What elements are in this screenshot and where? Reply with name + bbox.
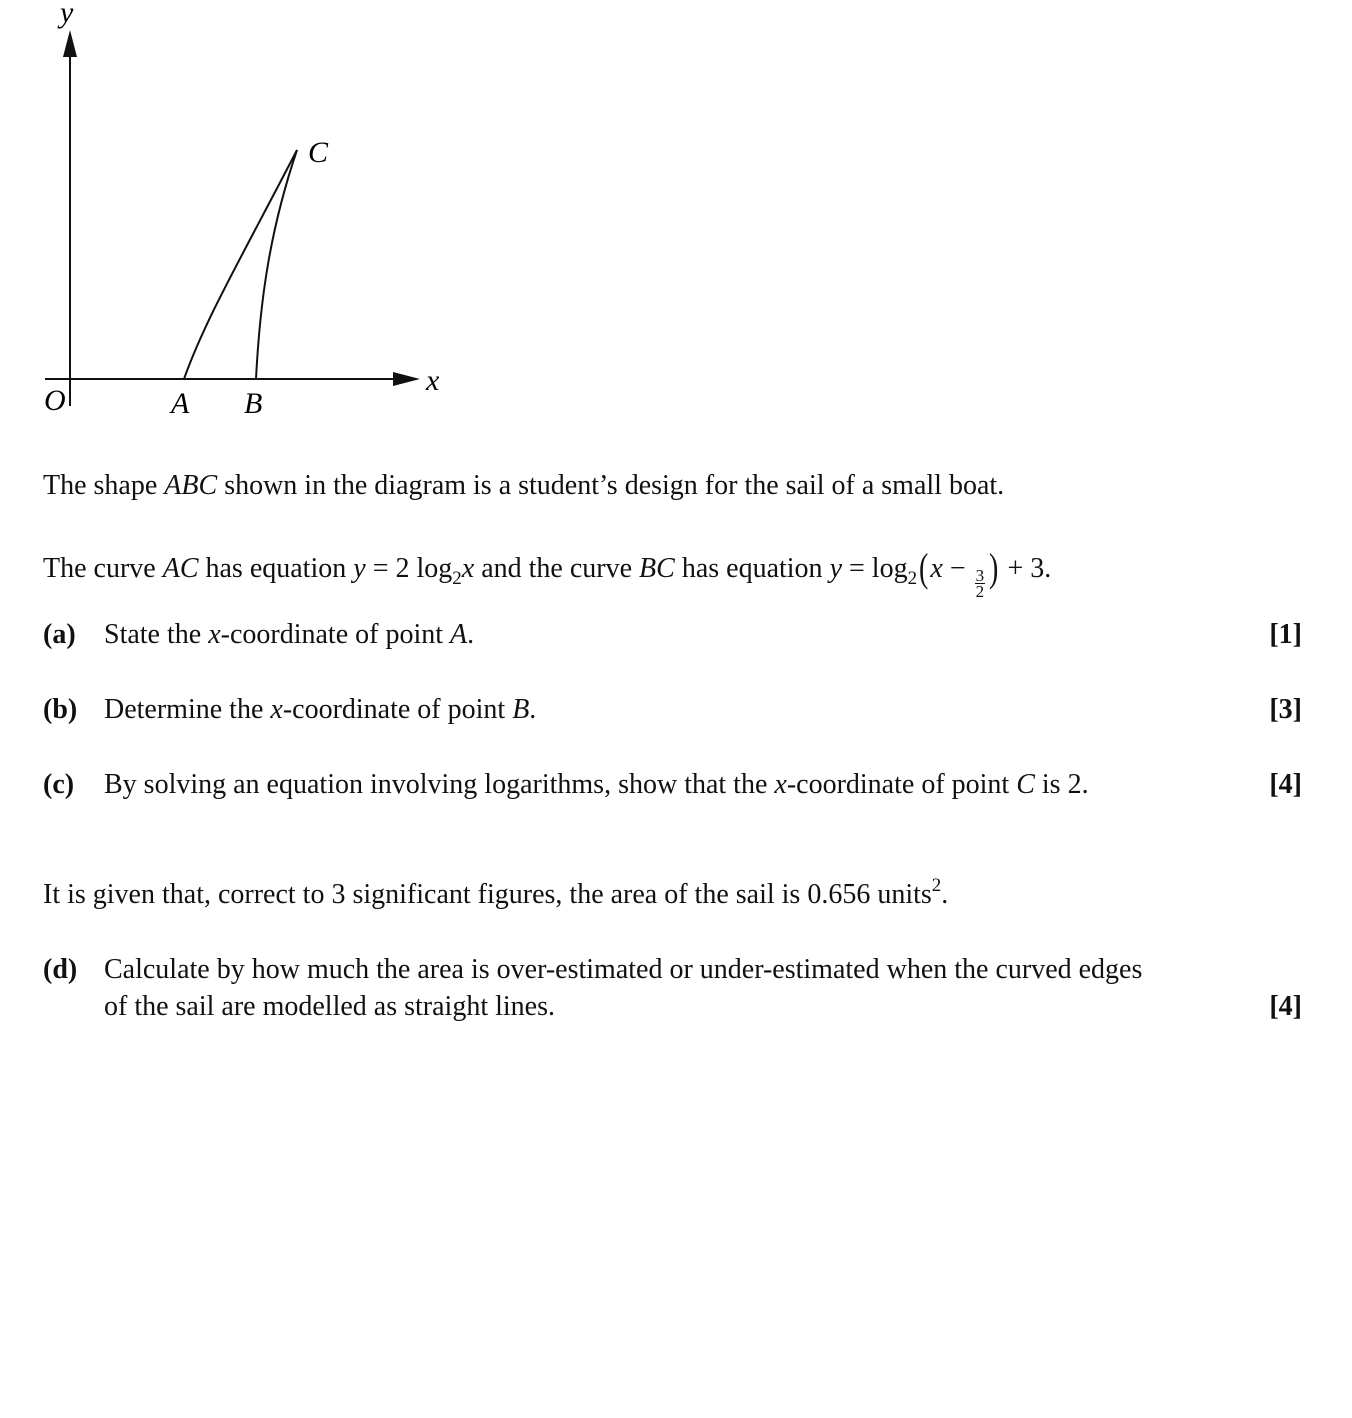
curve-ac [184,150,297,379]
x-axis-label: x [426,364,440,397]
marks: [3] [1269,694,1302,725]
question-text: Determine the x-coordinate of point B. [104,694,537,725]
question-label: (b) [43,694,78,725]
marks: [4] [1269,769,1302,800]
question-d [43,954,1302,1034]
question-text: State the x-coordinate of point A. [104,619,475,650]
equations-text: The curve AC has equation y = 2 $\log_2x$ and the curve BC has equation $y = \log_2(x$ − $\frac{3}{2}$ ) + 3. [43,545,1052,601]
curve-bc [256,150,297,379]
point-c-label: C [308,136,329,169]
marks: [4] [1269,991,1302,1022]
given-text: It is given that, correct to 3 significant figures, the area of the sail is 0.656 units$^2$. [43,875,949,910]
x-axis-arrow-icon [393,372,420,386]
y-axis-arrow-icon [63,30,77,57]
question-text-line-1: Calculate by how much the area is over-estimated or under-estimated when the curved edges [104,954,1143,985]
sail-diagram [0,0,460,430]
question-label: (c) [43,769,75,800]
fraction-three-halves: $\frac{3}{2}$ [975,566,985,601]
point-a-label: A [171,387,190,420]
intro-text: The shape ABC shown in the diagram is a student’s design for the sail of a small boat. [43,470,1005,501]
question-label: (a) [43,619,76,650]
question-label: (d) [43,954,78,985]
question-text: By solving an equation involving logarithms, show that the x-coordinate of point C is 2. [104,769,1089,800]
point-b-label: B [244,387,263,420]
marks: [1] [1269,619,1302,650]
y-axis-label: y [60,0,74,29]
question-text-line-2: of the sail are modelled as straight lines. [104,991,555,1022]
origin-label: O [44,384,66,417]
